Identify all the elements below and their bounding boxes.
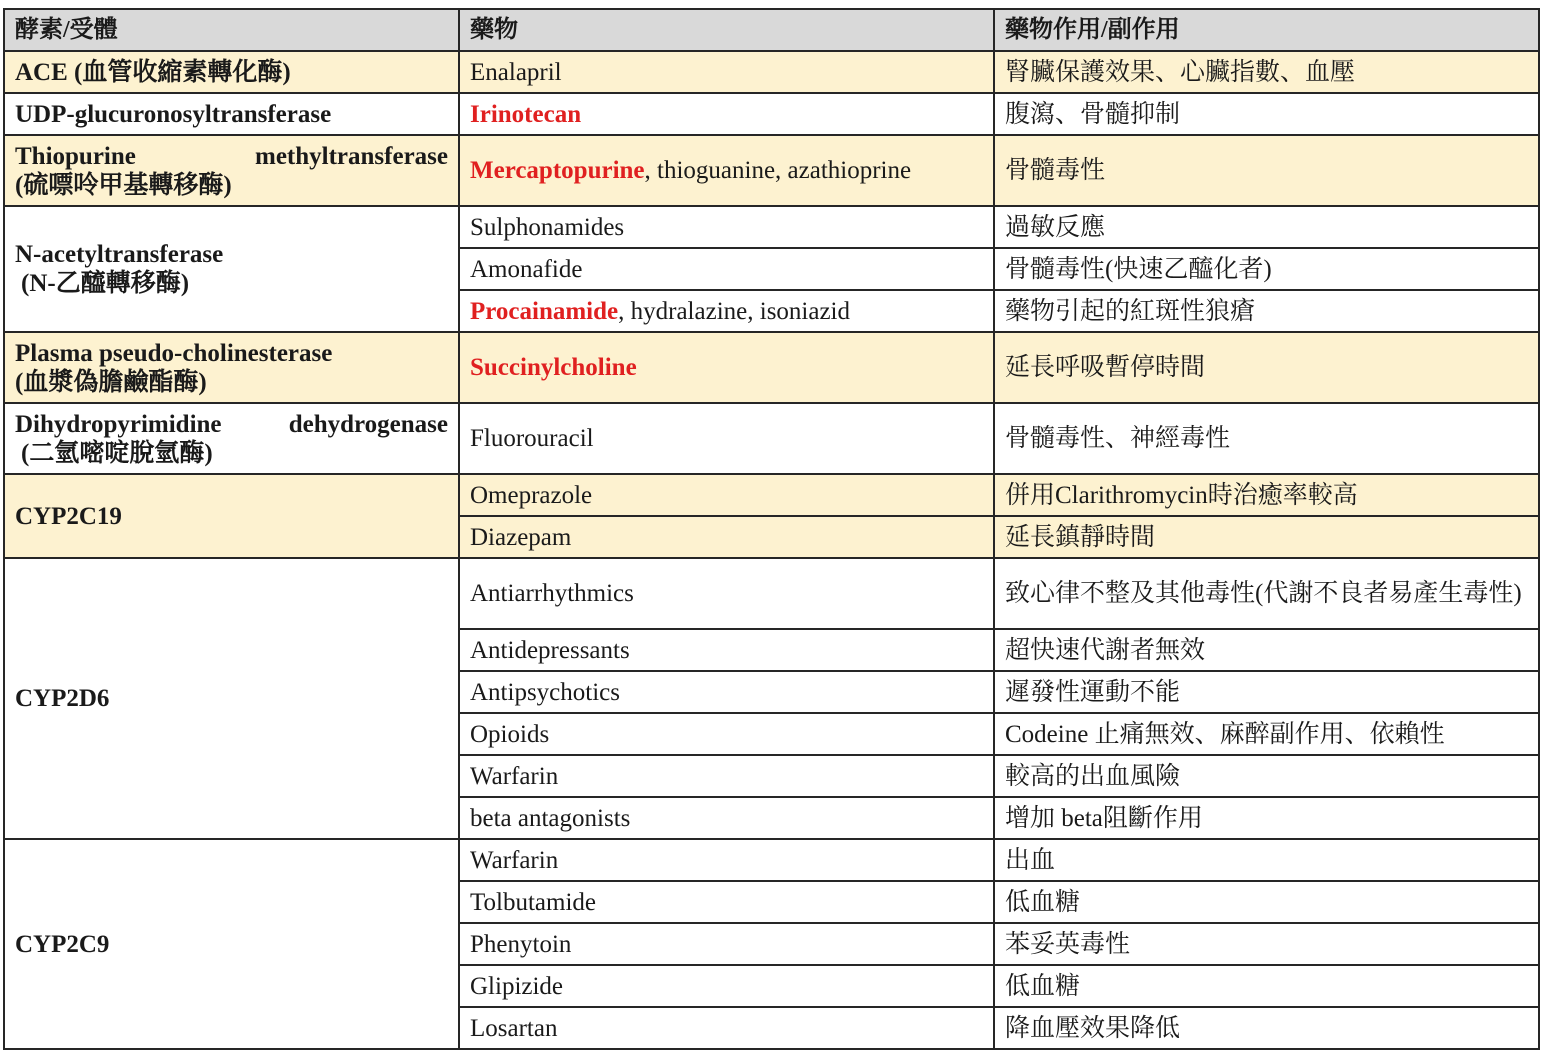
enzyme-cell [4,135,459,206]
effect-cell: 較高的出血風險 [994,755,1539,797]
drug-cell: Succinylcholine [459,332,994,403]
drug-cell: Amonafide [459,248,994,290]
effect-cell: 延長呼吸暫停時間 [994,332,1539,403]
header-drug: 藥物 [459,9,994,51]
effect-cell: 延長鎮靜時間 [994,516,1539,558]
drug-cell: Enalapril [459,51,994,93]
other-drugs: , hydralazine, isoniazid [618,297,851,325]
drug-cell: Phenytoin [459,923,994,965]
table-row [4,474,1539,516]
drug-cell: Antidepressants [459,629,994,671]
enzyme-chinese-name: (硫嘌呤甲基轉移酶) [15,171,232,199]
enzyme-name: Dihydropyrimidine dehydrogenase [15,410,448,438]
table-row [4,206,1539,248]
effect-cell: 骨髓毒性 [994,135,1539,206]
effect-cell: 超快速代謝者無效 [994,629,1539,671]
effect-cell: 腎臟保護效果、心臟指數、血壓 [994,51,1539,93]
effect-cell: Codeine 止痛無效、麻醉副作用、依賴性 [994,713,1539,755]
effect-cell: 降血壓效果降低 [994,1007,1539,1049]
drug-cell: Omeprazole [459,474,994,516]
effect-cell: 低血糖 [994,965,1539,1007]
enzyme-cell [4,332,459,403]
drug-cell [459,290,994,332]
enzyme-cell: CYP2C19 [4,474,459,558]
enzyme-chinese-name: (血漿偽膽鹼酯酶) [15,368,207,396]
drug-cell: Tolbutamide [459,881,994,923]
enzyme-name: Thiopurine methyltransferase [15,142,448,170]
table-row [4,558,1539,629]
enzyme-name: Plasma pseudo-cholinesterase [15,339,333,367]
effect-cell: 藥物引起的紅斑性狼瘡 [994,290,1539,332]
drug-cell: Irinotecan [459,93,994,135]
drug-cell: Warfarin [459,755,994,797]
effect-cell: 致心律不整及其他毒性(代謝不良者易產生毒性) [994,558,1539,629]
effect-cell: 骨髓毒性、神經毒性 [994,403,1539,474]
enzyme-cell: CYP2C9 [4,839,459,1049]
effect-cell: 腹瀉、骨髓抑制 [994,93,1539,135]
drug-cell: beta antagonists [459,797,994,839]
drug-cell: Warfarin [459,839,994,881]
enzyme-chinese-name: (N-乙醯轉移酶) [21,270,190,297]
table-row [4,839,1539,881]
table-row [4,93,1539,135]
table-row [4,332,1539,403]
enzyme-chinese-name: (二氫嘧啶脫氫酶) [21,439,213,467]
enzyme-cell [4,206,459,332]
drug-cell [459,135,994,206]
pharmacogenomics-table [3,8,1540,1050]
drug-cell: Fluorouracil [459,403,994,474]
table-row [4,135,1539,206]
highlighted-drug: Procainamide [470,297,619,325]
drug-cell: Losartan [459,1007,994,1049]
highlighted-drug: Mercaptopurine [470,157,645,184]
effect-cell: 遲發性運動不能 [994,671,1539,713]
header-effect: 藥物作用/副作用 [994,9,1539,51]
enzyme-cell: CYP2D6 [4,558,459,839]
enzyme-cell: UDP-glucuronosyltransferase [4,93,459,135]
drug-cell: Antipsychotics [459,671,994,713]
drug-cell: Antiarrhythmics [459,558,994,629]
enzyme-cell: ACE (血管收縮素轉化酶) [4,51,459,93]
enzyme-name: N-acetyltransferase [15,241,224,268]
effect-cell: 併用Clarithromycin時治癒率較高 [994,474,1539,516]
drug-cell: Sulphonamides [459,206,994,248]
other-drugs: , thioguanine, azathioprine [644,157,912,184]
enzyme-cell [4,403,459,474]
drug-cell: Opioids [459,713,994,755]
drug-cell: Diazepam [459,516,994,558]
table-row [4,51,1539,93]
effect-cell: 過敏反應 [994,206,1539,248]
effect-cell: 骨髓毒性(快速乙醯化者) [994,248,1539,290]
effect-cell: 出血 [994,839,1539,881]
header-row [4,9,1539,51]
drug-cell: Glipizide [459,965,994,1007]
effect-cell: 苯妥英毒性 [994,923,1539,965]
table-row [4,403,1539,474]
effect-cell: 增加 beta阻斷作用 [994,797,1539,839]
header-enzyme: 酵素/受體 [4,9,459,51]
effect-cell: 低血糖 [994,881,1539,923]
